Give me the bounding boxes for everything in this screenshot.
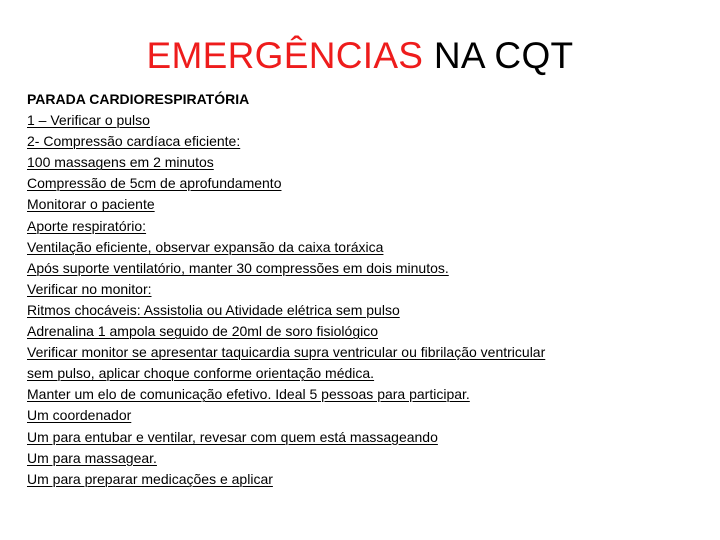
- text-line: Adrenalina 1 ampola seguido de 20ml de soro fisiológico: [27, 323, 378, 340]
- text-line: Verificar no monitor:: [27, 280, 152, 297]
- title-black-part: NA CQT: [433, 35, 574, 76]
- text-line: 100 massagens em 2 minutos: [27, 154, 214, 171]
- title-red-part: EMERGÊNCIAS: [146, 35, 424, 76]
- text-line: Um para massagear.: [27, 449, 157, 466]
- text-line: Após suporte ventilatório, manter 30 compressões em dois minutos.: [27, 259, 449, 276]
- text-line: Verificar monitor se apresentar taquicardia supra ventricular ou fibrilação ventricular: [27, 344, 546, 361]
- slide-title: [0, 34, 720, 78]
- text-line: Manter um elo de comunicação efetivo. Ideal 5 pessoas para participar.: [27, 386, 470, 403]
- slide-body: [27, 89, 707, 490]
- text-line: Um para entubar e ventilar, revesar com quem está massageando: [27, 428, 438, 445]
- text-line: Monitorar o paciente: [27, 196, 155, 213]
- text-line: sem pulso, aplicar choque conforme orientação médica.: [27, 365, 375, 382]
- text-line: Aporte respiratório:: [27, 217, 147, 234]
- text-line: 2- Compressão cardíaca eficiente:: [27, 133, 241, 150]
- text-line: Ventilação eficiente, observar expansão da caixa toráxica: [27, 238, 384, 255]
- text-line: 1 – Verificar o pulso: [27, 112, 150, 129]
- text-line: Um coordenador: [27, 407, 132, 424]
- section-heading: PARADA CARDIORESPIRATÓRIA: [27, 91, 250, 107]
- text-line: Compressão de 5cm de aprofundamento: [27, 175, 282, 192]
- text-line: Um para preparar medicações e aplicar: [27, 470, 273, 487]
- text-line: Ritmos chocáveis: Assistolia ou Atividade elétrica sem pulso: [27, 301, 400, 318]
